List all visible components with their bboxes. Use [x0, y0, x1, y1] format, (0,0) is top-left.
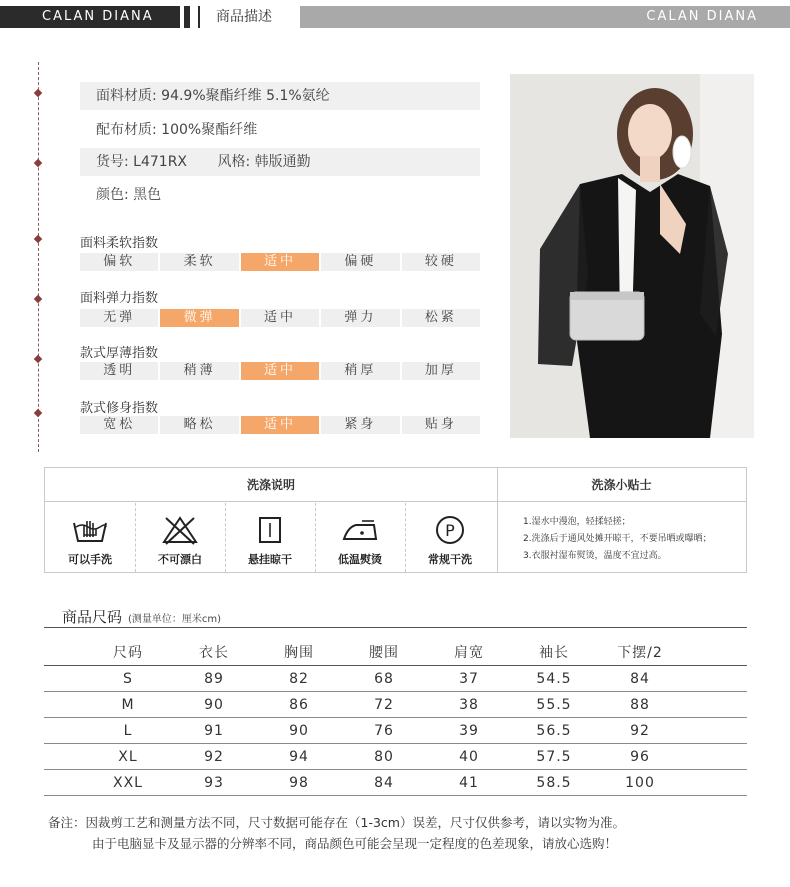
size-cell: 100 — [625, 775, 655, 791]
model-illustration — [510, 74, 754, 438]
index-option-selected: 适中 — [241, 253, 319, 271]
timeline-dot — [34, 355, 42, 363]
spec-fabric-text: 面料材质: 94.9%聚酯纤维 5.1%氨纶 — [96, 88, 330, 104]
size-cell: 91 — [204, 723, 224, 739]
size-cell: XXL — [113, 775, 143, 791]
timeline-dot — [34, 409, 42, 417]
size-cell: 37 — [459, 671, 479, 687]
spec-lining-text: 配布材质: 100%聚酯纤维 — [96, 122, 258, 138]
hang-dry-icon — [252, 515, 288, 545]
section-header — [0, 6, 790, 28]
size-cell: 54.5 — [536, 671, 572, 687]
size-header-cell: 肩宽 — [454, 645, 484, 661]
size-cell: 90 — [289, 723, 309, 739]
size-header-cell: 胸围 — [284, 645, 314, 661]
spec-item-number — [80, 148, 480, 176]
index-scale — [80, 309, 480, 327]
index-option: 稍厚 — [321, 362, 399, 380]
washing-divider — [497, 468, 498, 572]
washing-tips — [523, 514, 712, 565]
size-cell: 68 — [374, 671, 394, 687]
index-option: 紧身 — [321, 416, 399, 434]
size-cell: 41 — [459, 775, 479, 791]
size-header-cell: 尺码 — [113, 645, 143, 661]
wash-item-label: 悬挂晾干 — [248, 553, 292, 566]
index-option: 弹力 — [321, 309, 399, 327]
size-cell: 86 — [289, 697, 309, 713]
wash-item-label: 常规干洗 — [428, 553, 472, 566]
wash-item-hand-wash — [45, 503, 135, 573]
timeline-dot — [34, 235, 42, 243]
size-cell: 96 — [630, 749, 650, 765]
no-bleach-icon — [162, 515, 198, 545]
wash-item-low-iron — [315, 503, 405, 573]
washing-title: 洗涤说明 — [45, 468, 497, 502]
size-cell: 98 — [289, 775, 309, 791]
size-cell: 89 — [204, 671, 224, 687]
size-row — [44, 771, 747, 796]
index-option: 稍薄 — [160, 362, 238, 380]
header-marker — [184, 6, 190, 28]
index-title: 面料柔软指数 — [80, 236, 159, 251]
spec-style-text: 风格: 韩版通勤 — [217, 154, 311, 170]
timeline-line — [38, 62, 39, 452]
size-row — [44, 719, 747, 744]
size-cell: 56.5 — [536, 723, 572, 739]
size-row — [44, 745, 747, 770]
index-option-selected: 适中 — [241, 362, 319, 380]
wash-item-dry-clean — [405, 503, 495, 573]
size-table-title — [62, 606, 221, 627]
index-option: 偏软 — [80, 253, 158, 271]
size-cell: 72 — [374, 697, 394, 713]
index-scale — [80, 253, 480, 271]
dry-clean-icon — [432, 515, 468, 545]
size-cell: 57.5 — [536, 749, 572, 765]
brand-right: CALAN DIANA — [300, 6, 790, 28]
index-option: 无弹 — [80, 309, 158, 327]
index-option: 偏硬 — [321, 253, 399, 271]
index-scale — [80, 362, 480, 380]
size-header-cell: 腰围 — [369, 645, 399, 661]
size-header-cell: 衣长 — [199, 645, 229, 661]
size-cell: 76 — [374, 723, 394, 739]
size-header-cell: 下摆/2 — [617, 645, 663, 661]
size-cell: 55.5 — [536, 697, 572, 713]
washing-tips-title: 洗涤小贴士 — [497, 468, 746, 502]
index-option: 柔软 — [160, 253, 238, 271]
size-cell: 58.5 — [536, 775, 572, 791]
brand-left: CALAN DIANA — [0, 6, 180, 28]
size-header-row — [44, 641, 747, 666]
size-cell: M — [121, 697, 135, 713]
index-option-selected: 微弹 — [160, 309, 238, 327]
size-unit-text: (测量单位：厘米cm) — [128, 614, 222, 625]
size-cell: S — [123, 671, 133, 687]
wash-item-no-bleach — [135, 503, 225, 573]
size-cell: 84 — [630, 671, 650, 687]
size-row — [44, 693, 747, 718]
washing-instructions — [44, 467, 747, 573]
size-cell: XL — [118, 749, 138, 765]
wash-item-label: 低温熨烫 — [338, 553, 382, 566]
svg-text:P: P — [445, 521, 455, 540]
washing-tip: 3.衣服衬湿布熨烫，温度不宜过高。 — [523, 551, 667, 561]
index-option: 松紧 — [402, 309, 480, 327]
spec-color — [80, 181, 480, 209]
hand-wash-icon — [72, 515, 108, 545]
index-option: 适中 — [241, 309, 319, 327]
wash-item-hang-dry — [225, 503, 315, 573]
index-title: 面料弹力指数 — [80, 291, 159, 306]
index-title: 款式厚薄指数 — [80, 346, 159, 361]
size-cell: L — [123, 723, 133, 739]
washing-tip: 2.洗涤后于通风处摊开晾干，不要吊晒或曝晒； — [523, 534, 712, 544]
size-cell: 40 — [459, 749, 479, 765]
index-option-selected: 适中 — [241, 416, 319, 434]
section-title: 商品描述 — [198, 6, 298, 28]
product-photo — [510, 74, 754, 438]
index-option: 透明 — [80, 362, 158, 380]
spec-fabric — [80, 82, 480, 110]
size-cell: 38 — [459, 697, 479, 713]
size-cell: 82 — [289, 671, 309, 687]
size-cell: 90 — [204, 697, 224, 713]
index-option: 较硬 — [402, 253, 480, 271]
wash-item-label: 可以手洗 — [68, 553, 112, 566]
size-cell: 94 — [289, 749, 309, 765]
low-iron-icon — [340, 515, 380, 545]
size-row — [44, 667, 747, 692]
washing-tip: 1.湿水中漫泡，轻揉轻搓； — [523, 517, 631, 527]
size-cell: 92 — [630, 723, 650, 739]
size-cell: 93 — [204, 775, 224, 791]
timeline-dot — [34, 89, 42, 97]
timeline-dot — [34, 295, 42, 303]
index-scale — [80, 416, 480, 434]
size-header-cell: 袖长 — [539, 645, 569, 661]
size-cell: 80 — [374, 749, 394, 765]
spec-color-text: 颜色: 黑色 — [96, 187, 162, 203]
size-cell: 39 — [459, 723, 479, 739]
size-cell: 84 — [374, 775, 394, 791]
timeline-dot — [34, 159, 42, 167]
index-option: 贴身 — [402, 416, 480, 434]
spec-item-number-text: 货号: L471RX — [96, 154, 188, 170]
size-cell: 88 — [630, 697, 650, 713]
spec-lining — [80, 116, 480, 144]
index-option: 略松 — [160, 416, 238, 434]
size-table-top-rule — [44, 627, 747, 628]
index-option: 加厚 — [402, 362, 480, 380]
size-cell: 92 — [204, 749, 224, 765]
note-line-2: 由于电脑显卡及显示器的分辨率不同，商品颜色可能会呈现一定程度的色差现象，请放心选购！ — [92, 836, 618, 851]
wash-item-label: 不可漂白 — [158, 553, 202, 566]
size-title-text: 商品尺码 — [62, 608, 123, 626]
index-option: 宽松 — [80, 416, 158, 434]
note-line-1: 备注：因裁剪工艺和测量方法不同，尺寸数据可能存在（1-3cm）误差，尺寸仅供参考，请以实物为准。 — [48, 815, 625, 830]
index-title: 款式修身指数 — [80, 401, 159, 416]
